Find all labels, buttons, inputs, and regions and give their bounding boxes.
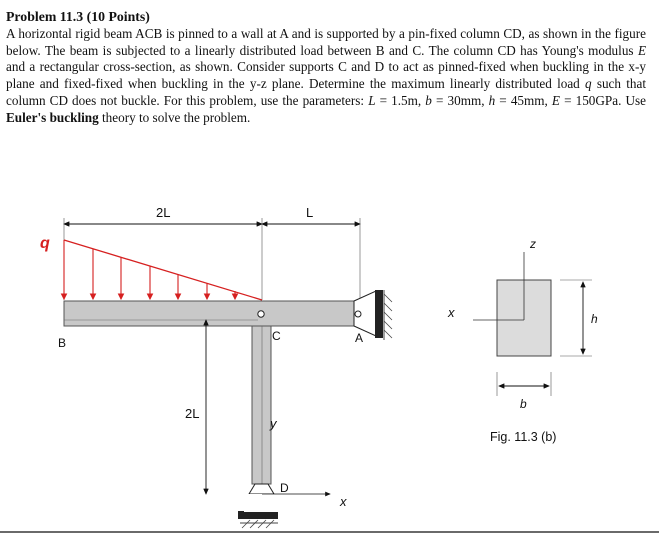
symbol-L: L [368,92,376,108]
label-C: C [272,329,281,343]
dimension-L-top [262,205,360,300]
symbol-E: E [637,42,646,58]
label-A: A [355,331,364,345]
distributed-load [40,235,262,300]
text-segment: theory to solve the problem. [98,109,251,125]
value-L: = 1.5m, [375,92,426,108]
dimension-2L-side [185,320,206,494]
label-x-bottom: x [340,494,347,509]
support-A [354,290,392,345]
label-x-section: x [448,305,455,320]
label-2L-side: 2L [185,406,200,421]
text-segment: and a rectangular cross-section, as shown. Consider supports C and D to act as pinned-fixed when buckling in the x-y plane and fixed-fixed when buckling in the y-z plane. Determine the maximum linearly distributed load [6,59,646,92]
euler-buckling-term: Euler's buckling [6,109,99,125]
value-h: = 45mm, [495,92,552,108]
symbol-b: b [425,92,432,108]
label-b: b [520,397,527,411]
cross-section [447,237,598,444]
figure-caption: Fig. 11.3 (b) [490,430,557,444]
value-E: = 150GPa. Use [559,92,646,108]
label-D: D [280,481,289,495]
column-CD [252,326,271,484]
support-D [238,481,289,528]
problem-title: Problem 11.3 (10 Points) [6,9,150,24]
label-L-top: L [306,205,314,220]
label-z: z [530,237,536,251]
dimension-2L-top [64,205,262,300]
label-B: B [58,336,67,350]
label-2L-top: 2L [156,205,171,220]
text-segment: such that column CD does not buckle. For this problem, use the parameters: [6,76,646,108]
label-y: y [270,416,277,431]
beam-ACB [64,301,362,326]
label-h: h [591,312,598,326]
pin-C [258,311,264,317]
text-segment: A horizontal rigid beam ACB is pinned to a wall at A and is supported by a pin-fixed column CD, as shown in the figure below. The beam is subjected to a linearly distributed load between B and C. The column CD has Young's modulus [6,25,646,58]
symbol-q: q [585,76,592,92]
symbol-h: h [488,92,496,108]
symbol-E: E [551,92,560,108]
value-b: = 30mm, [431,92,489,108]
pin-A [355,311,361,317]
label-q: q [40,235,50,252]
